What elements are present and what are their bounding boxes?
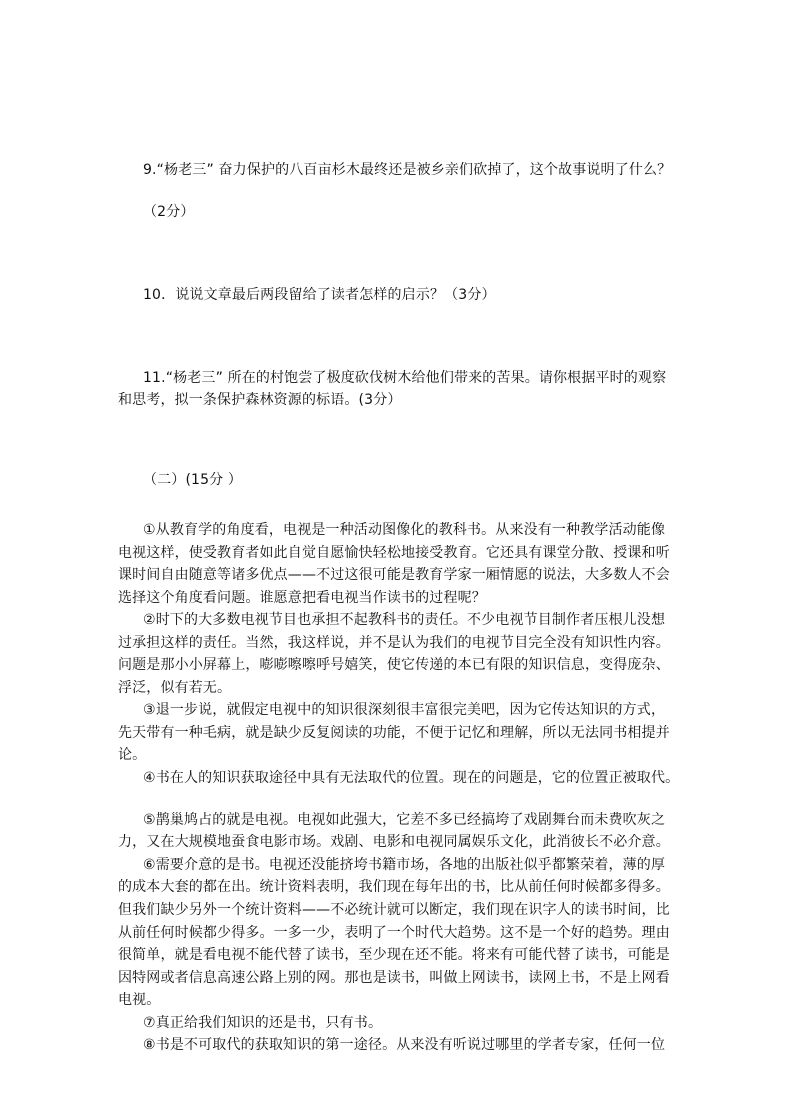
paragraph-5-line: ⑤鹊巢鸠占的就是电视。电视如此强大，它差不多已经搞垮了戏剧舞台而未费吹灰之	[143, 812, 666, 828]
question-11-line: 和思考，拟一条保护森林资源的标语。(3分）	[118, 392, 402, 408]
paragraph-6-line: 很简单，就是看电视不能代替了读书，至少现在还不能。将来有可能代替了读书，可能是	[118, 947, 670, 963]
paragraph-2-line: 浮泛，似有若无。	[118, 680, 232, 696]
paragraph-3-line: 论。	[118, 747, 147, 763]
section-heading: （二）(15分 ）	[143, 472, 243, 488]
paragraph-6-line: 的成本大套的都在出。统计资料表明，我们现在每年出的书，比从前任何时候都多得多。	[118, 879, 670, 895]
paragraph-6-line: 电视。	[118, 992, 161, 1008]
paragraph-1-line: 课时间自由随意等诸多优点——不过这很可能是教育学家一厢情愿的说法，大多数人不会	[118, 567, 670, 583]
paragraph-5-line: 力，又在大规模地蚕食电影市场。戏剧、电影和电视同属娱乐文化，此消彼长不必介意。	[118, 834, 670, 850]
paragraph-6-line: ⑥需要介意的是书。电视还没能挤垮书籍市场，各地的出版社似乎都繁荣着，薄的厚	[143, 857, 666, 873]
question-10-line: 10．说说文章最后两段留给了读者怎样的启示？（3分）	[143, 287, 496, 303]
paragraph-2-line: 问题是那小小屏幕上，嘭嘭嚓嚓呼号嬉笑，使它传递的本已有限的知识信息，变得庞杂、	[118, 657, 670, 673]
question-9-line: （2分）	[143, 204, 195, 220]
paragraph-3-line: ③退一步说，就假定电视中的知识很深刻很丰富很完美吧，因为它传达知识的方式，	[143, 702, 666, 718]
paragraph-1-line: ①从教育学的角度看，电视是一种活动图像化的教科书。从来没有一种教学活动能像	[143, 522, 666, 538]
paragraph-1-line: 电视这样，使受教育者如此自觉自愿愉快轻松地接受教育。它还具有课堂分散、授课和听	[118, 545, 670, 561]
paragraph-6-line: 从前任何时候都少得多。一多一少，表明了一个时代大趋势。这不是一个好的趋势。理由	[118, 925, 670, 941]
question-11-line: 11.“杨老三” 所在的村饱尝了极度砍伐树木给他们带来的苦果。请你根据平时的观察	[143, 370, 667, 386]
question-9-line: 9.“杨老三” 奋力保护的八百亩杉木最终还是被乡亲们砍掉了，这个故事说明了什么？	[143, 162, 672, 178]
paragraph-1-line: 选择这个角度看问题。谁愿意把看电视当作读书的过程呢？	[118, 590, 486, 606]
paragraph-3-line: 先天带有一种毛病，就是缺少反复阅读的功能，不便于记忆和理解，所以无法同书相提并	[118, 725, 670, 741]
paragraph-6-line: 因特网或者信息高速公路上别的网。那也是读书，叫做上网读书，读网上书，不是上网看	[118, 970, 670, 986]
paragraph-4-line: ④书在人的知识获取途径中具有无法取代的位置。现在的问题是，它的位置正被取代。	[143, 770, 680, 786]
paragraph-6-line: 但我们缺少另外一个统计资料——不必统计就可以断定，我们现在识字人的读书时间，比	[118, 902, 670, 918]
paragraph-2-line: ②时下的大多数电视节目也承担不起教科书的责任。不少电视节目制作者压根儿没想	[143, 612, 666, 628]
paragraph-2-line: 过承担这样的责任。当然，我这样说，并不是认为我们的电视节目完全没有知识性内容。	[118, 635, 670, 651]
paragraph-7-line: ⑦真正给我们知识的还是书，只有书。	[143, 1015, 383, 1031]
paragraph-8-line: ⑧书是不可取代的获取知识的第一途径。从来没有听说过哪里的学者专家，任何一位	[143, 1037, 666, 1053]
